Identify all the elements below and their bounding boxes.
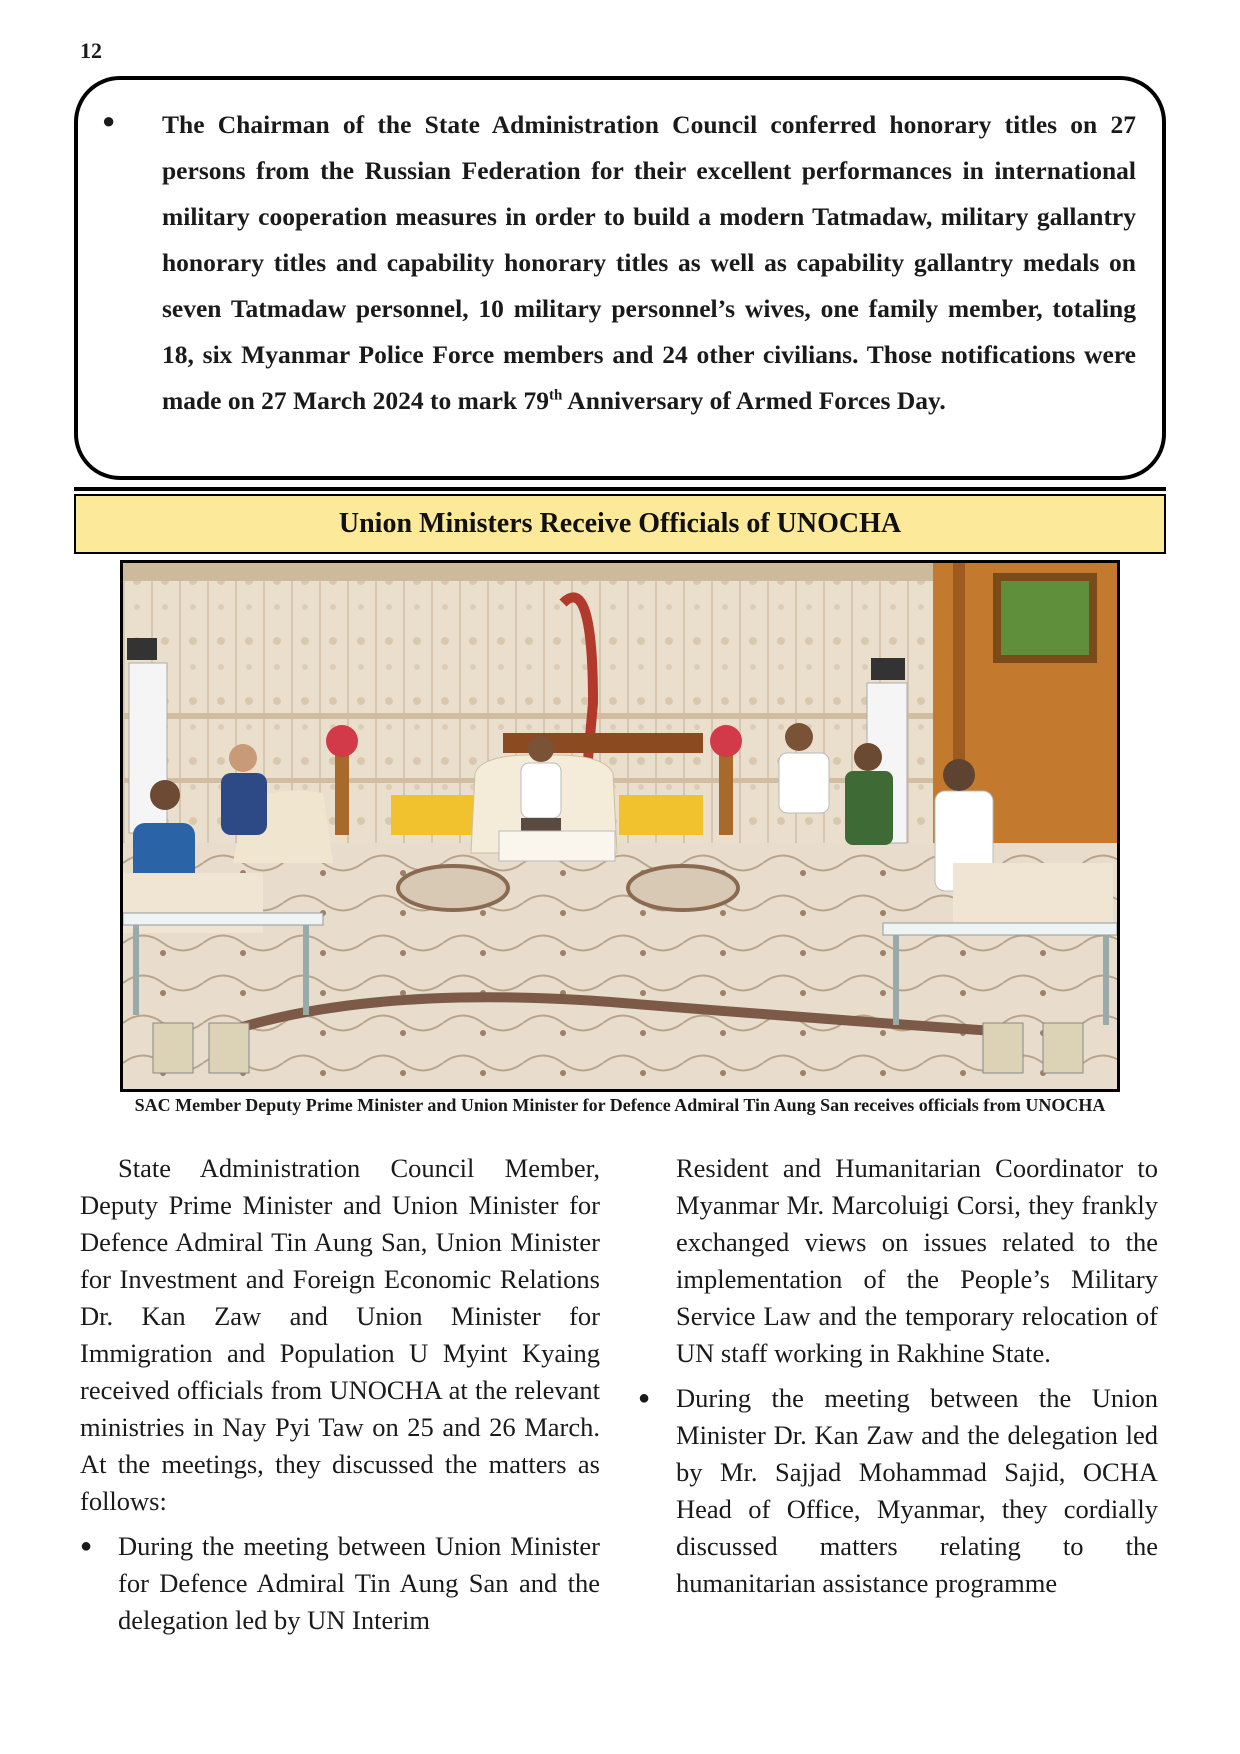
article-headline: Union Ministers Receive Officials of UNOCHA xyxy=(338,508,902,539)
page-number: 12 xyxy=(80,38,102,63)
bullet-text: During the meeting between Union Minister for Defence Admiral Tin Aung San and the delegation led by UN Interim xyxy=(118,1531,600,1635)
highlight-text xyxy=(128,102,1136,424)
highlight-text-sup: th xyxy=(548,387,563,404)
bullet-icon: ● xyxy=(638,1387,651,1409)
highlight-text-main: The Chairman of the State Administration Council conferred honorary titles on 27 persons from the Russian Federation for their excellent performances in international military cooperation measures in order to build a modern Tatmadaw, military gallantry honorary titles and capability honorary titles as well as capability gallantry medals on seven Tatmadaw personnel, 10 military personnel’s wives, one family member, totaling 18, six Myanmar Police Force members and 24 other civilians. Those notifications were made on 27 March 2024 to mark 79 xyxy=(162,110,1136,415)
bullet-icon: ● xyxy=(102,108,116,133)
column-right xyxy=(638,1150,1158,1602)
highlight-text-end: Anniversary of Armed Forces Day. xyxy=(562,386,946,415)
article-intro: State Administration Council Member, Deputy Prime Minister and Union Minister for Defence Admiral Tin Aung San, Union Minister for Investment and Foreign Economic Relations Dr. Kan Zaw and Union Minister for Immigration and Population U Myint Kyaing received officials from UNOCHA at the relevant ministries in Nay Pyi Taw on 25 and 26 March. At the meetings, they discussed the matters as follows: xyxy=(80,1153,600,1516)
bullet-continuation: Resident and Humanitarian Coordinator to Myanmar Mr. Marcoluigi Corsi, they frankly exchanged views on issues related to the implementation of the People’s Military Service Law and the temporary relocation of UN staff working in Rakhine State. xyxy=(676,1153,1158,1368)
bullet-icon: ● xyxy=(80,1535,93,1557)
meeting-photo-illustration xyxy=(123,563,1117,1089)
section-divider xyxy=(74,487,1166,491)
meeting-photo xyxy=(120,560,1120,1092)
highlight-box xyxy=(74,76,1166,480)
list-item xyxy=(638,1380,1158,1602)
column-left xyxy=(80,1150,600,1639)
photo-caption: SAC Member Deputy Prime Minister and Union Minister for Defence Admiral Tin Aung San receives officials from UNOCHA xyxy=(134,1095,1106,1115)
list-item xyxy=(80,1528,600,1639)
headline-bar xyxy=(74,494,1166,554)
bullet-text: During the meeting between the Union Minister Dr. Kan Zaw and the delegation led by Mr. Sajjad Mohammad Sajid, OCHA Head of Office, Myanmar, they cordially discussed matters relating to the humanitarian assistance programme xyxy=(676,1383,1158,1598)
